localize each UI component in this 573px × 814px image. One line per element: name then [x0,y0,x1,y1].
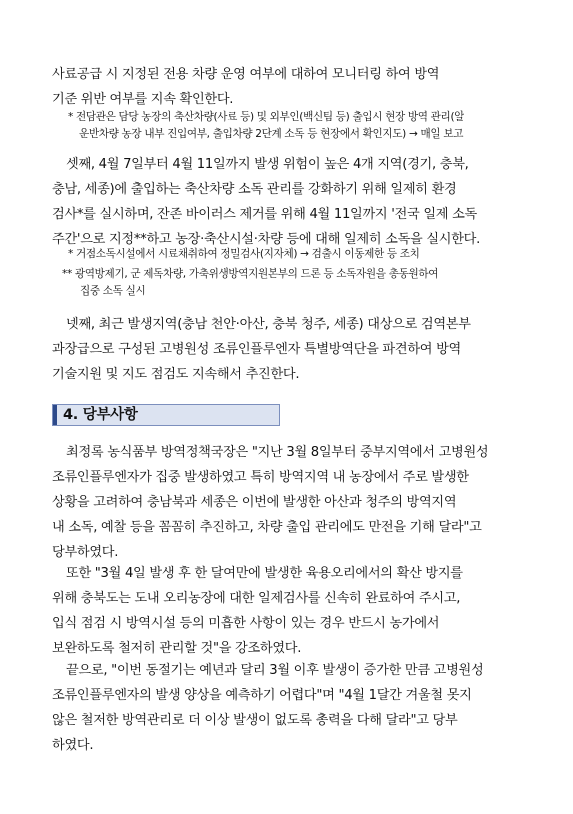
paragraph-line: 입식 점검 시 방역시설 등의 미흡한 사항이 있는 경우 반드시 농가에서 [52,616,440,631]
paragraph-line: 넷째, 최근 발생지역(충남 천안·아산, 충북 청주, 세종) 대상으로 검역본부 [66,317,471,332]
paragraph-line: 하였다. [52,738,94,753]
paragraph-line: 과장급으로 구성된 고병원성 조류인플루엔자 특별방역단을 파견하여 방역 [52,342,461,357]
paragraph-line: 검사*를 실시하며, 잔존 바이러스 제거를 위해 4월 11일까지 '전국 일제 소독 [52,207,477,222]
paragraph-line: 최정록 농식품부 방역정책국장은 "지난 3월 8일부터 중부지역에서 고병원성 [66,445,489,460]
footnote-line: * 전담관은 담당 농장의 축산차량(사료 등) 및 외부인(백신팀 등) 출입시 현장 방역 관리(알 [68,111,465,123]
footnote-line: 집중 소독 실시 [80,285,146,297]
paragraph-line: 상황을 고려하여 충남북과 세종은 이번에 발생한 아산과 청주의 방역지역 [52,495,457,510]
paragraph-line: 끝으로, "이번 동절기는 예년과 달리 3월 이후 발생이 증가한 만큼 고병원성 [66,663,484,678]
paragraph-line: 내 소독, 예찰 등을 꼼꼼히 추진하고, 차량 출입 관리에도 만전을 기해 달라"고 [52,520,482,535]
paragraph-line: 않은 철저한 방역관리로 더 이상 발생이 없도록 총력을 다해 달라"고 당부 [52,713,458,728]
paragraph-line: 조류인플루엔자가 집중 발생하였고 특히 방역지역 내 농장에서 주로 발생한 [52,470,469,485]
section-heading-bar [52,404,280,426]
footnote-line: * 거점소독시설에서 시료채취하여 정밀검사(지자체) → 검출시 이동제한 등 조치 [68,248,420,260]
intro-line: 사료공급 시 지정된 전용 차량 운영 여부에 대하여 모니터링 하여 방역 [52,67,440,82]
footnote-inspector-duty [68,109,464,143]
paragraph-line: 기술지원 및 지도 점검도 지속해서 추진한다. [52,367,300,382]
paragraph-fourth-measure [52,312,524,387]
paragraph-line: 또한 "3월 4일 발생 후 한 달여만에 발생한 육용오리에서의 확산 방지를 [66,566,463,581]
footnote-line: ** 광역방제기, 군 제독차량, 가축위생방역지원본부의 드론 등 소독자원을 총동원하여 [62,268,439,280]
footnote-disinfection-week [62,266,438,300]
intro-line: 기준 위반 여부를 지속 확인한다. [52,92,234,107]
heading-accent-bar [53,405,57,425]
paragraph-line: 보완하도록 철저히 관리할 것"을 강조하였다. [52,641,302,656]
paragraph-line: 위해 충북도는 도내 오리농장에 대한 일제검사를 신속히 완료하여 주시고, [52,591,461,606]
paragraph-line: 주간'으로 지정**하고 농장·축산시설·차량 등에 대해 일제히 소독을 실시한다. [52,232,481,247]
intro-paragraph [52,62,524,112]
paragraph-line: 조류인플루엔자의 발생 양상을 예측하기 어렵다"며 "4월 1달간 겨울철 못지 [52,688,472,703]
section-heading: 4. 당부사항 [63,407,138,423]
paragraph-request-director [52,440,524,565]
paragraph-line: 충남, 세종)에 출입하는 축산차량 소독 관리를 강화하기 위해 일제히 환경 [52,182,457,197]
paragraph-request-closing [52,658,524,758]
paragraph-line: 당부하였다. [52,545,119,560]
paragraph-line: 셋째, 4월 7일부터 4월 11일까지 발생 위험이 높은 4개 지역(경기, 충북, [66,157,469,172]
footnote-line: 운반차량 농장 내부 진입여부, 출입차량 2단계 소독 등 현장에서 확인지도) → 매일 보고 [79,128,464,140]
footnote-environment-test [68,246,420,263]
paragraph-third-measure [52,152,524,252]
paragraph-request-duck-farms [52,561,524,661]
